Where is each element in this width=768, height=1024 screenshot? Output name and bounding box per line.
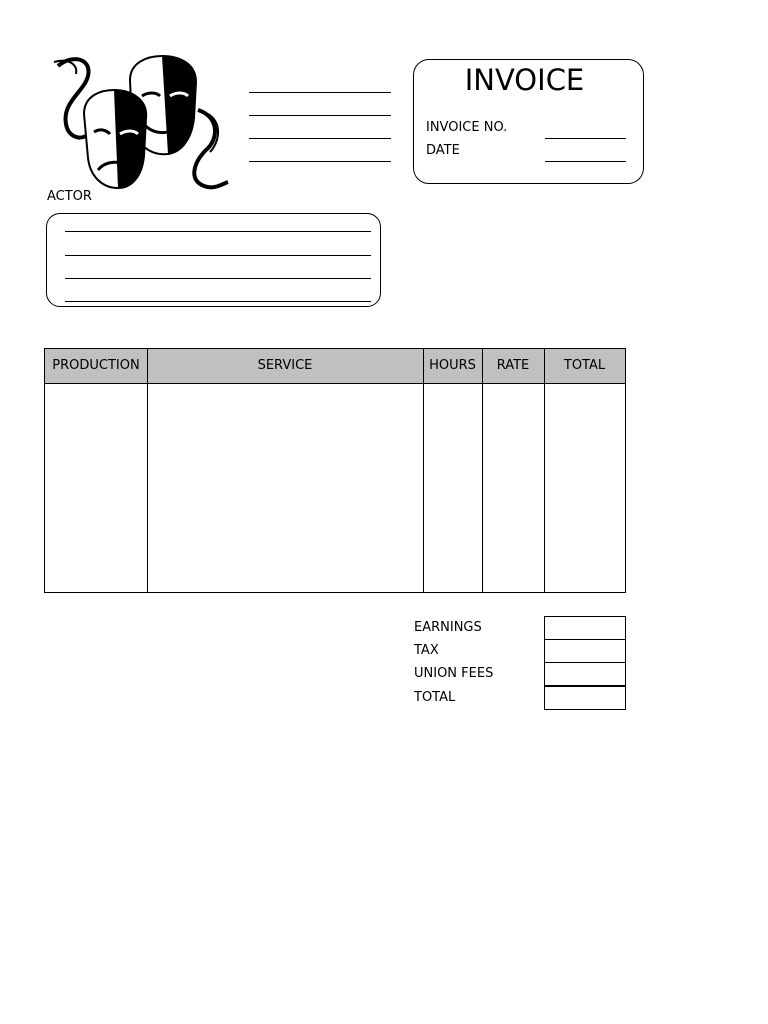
theater-masks-icon	[48, 52, 232, 192]
actor-box	[46, 213, 381, 307]
column-header-service: SERVICE	[257, 358, 313, 373]
column-header-hours: HOURS	[429, 358, 476, 373]
union-fees-label: UNION FEES	[414, 666, 494, 681]
column-divider	[544, 349, 545, 592]
total-field[interactable]	[544, 686, 626, 710]
union-fees-field[interactable]	[544, 662, 626, 686]
actor-line-4[interactable]	[65, 301, 371, 302]
earnings-label: EARNINGS	[414, 620, 482, 635]
tax-field[interactable]	[544, 639, 626, 663]
invoice-no-field[interactable]	[545, 138, 626, 139]
earnings-field[interactable]	[544, 616, 626, 640]
date-field[interactable]	[545, 161, 626, 162]
total-label: TOTAL	[414, 690, 456, 705]
address-line-1[interactable]	[249, 92, 391, 93]
tax-label: TAX	[414, 643, 439, 658]
column-header-total: TOTAL	[563, 358, 606, 373]
column-divider	[482, 349, 483, 592]
address-line-2[interactable]	[249, 115, 391, 116]
invoice-title: INVOICE	[464, 63, 585, 97]
address-line-4[interactable]	[249, 161, 391, 162]
table-header	[45, 349, 625, 384]
actor-line-3[interactable]	[65, 278, 371, 279]
column-divider	[147, 349, 148, 592]
items-table	[44, 348, 626, 593]
column-divider	[423, 349, 424, 592]
address-line-3[interactable]	[249, 138, 391, 139]
actor-line-2[interactable]	[65, 255, 371, 256]
actor-label: ACTOR	[47, 189, 92, 204]
column-header-rate: RATE	[496, 358, 530, 373]
invoice-no-label: INVOICE NO.	[426, 120, 508, 135]
date-label: DATE	[426, 143, 460, 158]
column-header-production: PRODUCTION	[52, 358, 140, 373]
actor-line-1[interactable]	[65, 231, 371, 232]
